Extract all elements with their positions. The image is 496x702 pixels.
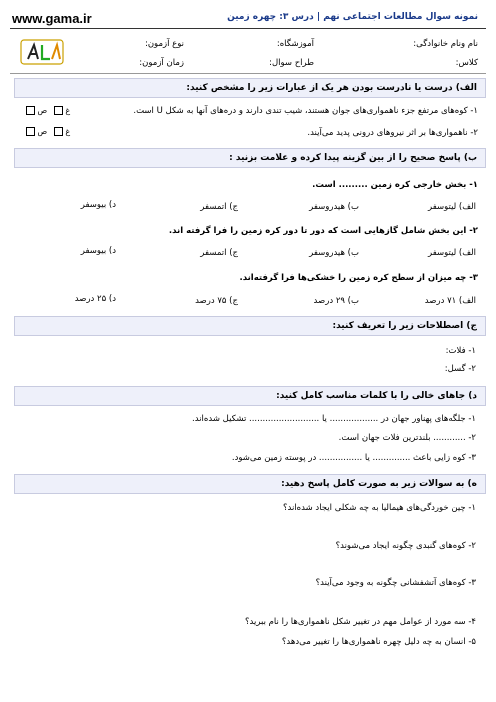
mcq-option[interactable]: د) بیوسفر (80, 200, 116, 210)
true-checkbox[interactable] (54, 106, 63, 115)
school-label: آموزشگاه: (276, 39, 314, 49)
designer-label: طراح سوال: (269, 58, 314, 68)
section-true-false (14, 78, 486, 98)
mcq-option[interactable]: د) ۲۵ درصد (74, 294, 116, 304)
mcq-question: ۲- این بخش شامل گازهایی است که دور تا دور کره زمین را فرا گرفته اند. (168, 226, 478, 236)
fill-blank-item: ۲- ............ بلندترین فلات جهان است. (338, 433, 476, 443)
mcq-option[interactable]: ب) هیدروسفر (309, 248, 359, 258)
mcq-option[interactable]: د) بیوسفر (80, 246, 116, 256)
class-label: کلاس: (455, 58, 478, 68)
page-title: نمونه سوال مطالعات اجتماعی نهم | درس ۳: چهره زمین (227, 12, 478, 22)
false-checkbox[interactable] (26, 106, 35, 115)
essay-question: ۲- کوه‌های گنبدی چگونه ایجاد می‌شوند؟ (335, 541, 476, 551)
definition-item: ۲- گسل: (444, 364, 476, 374)
exam-time-label: زمان آزمون: (139, 58, 184, 68)
tf-question: ۱- کوه‌های مرتفع جزء ناهمواری‌های جوان هستند، شیب تندی دارند و دره‌های آنها به شکل U است. (133, 106, 478, 116)
essay-question: ۴- سه مورد از عوامل مهم در تغییر شکل ناهمواری‌ها را نام ببرید؟ (245, 617, 476, 627)
mcq-option[interactable]: ج) اتمسفر (200, 202, 238, 212)
section-title: ب) پاسخ صحیح را از بین گزینه پیدا کرده و علامت بزنید : (229, 153, 477, 163)
header-divider (10, 28, 486, 29)
mcq-option[interactable]: الف) ۷۱ درصد (424, 296, 476, 306)
true-checkbox[interactable] (54, 127, 63, 136)
false-label: غ (65, 127, 71, 136)
false-checkbox[interactable] (26, 127, 35, 136)
section-multiple-choice (14, 148, 486, 168)
gama-logo (20, 39, 64, 65)
true-label: ص (37, 106, 48, 115)
name-label: نام ونام خانوادگی: (413, 39, 478, 49)
false-label: غ (65, 106, 71, 115)
essay-question: ۱- چین خوردگی‌های هیمالیا به چه شکلی ایجاد شده‌اند؟ (282, 503, 476, 513)
tf-question: ۲- ناهمواری‌ها بر اثر نیروهای درونی پدید می‌آیند. (307, 128, 478, 138)
exam-type-label: نوع آزمون: (144, 39, 184, 49)
tf-options (26, 127, 70, 136)
section-title: الف) درست یا نادرست بودن هر یک از عبارات زیر را مشخص کنید: (186, 83, 477, 93)
mcq-option[interactable]: ب) هیدروسفر (309, 202, 359, 212)
mcq-option[interactable]: ب) ۲۹ درصد (313, 296, 359, 306)
mcq-option[interactable]: الف) لیتوسفر (428, 202, 476, 212)
definition-item: ۱- فلات: (445, 346, 476, 356)
info-divider (10, 73, 486, 74)
mcq-option[interactable]: الف) لیتوسفر (428, 248, 476, 258)
essay-question: ۵- انسان به چه دلیل چهره ناهمواری‌ها را تغییر می‌دهد؟ (281, 637, 476, 647)
true-label: ص (37, 127, 48, 136)
mcq-option[interactable]: ج) ۷۵ درصد (195, 296, 238, 306)
section-title: ه) به سوالات زیر به صورت کامل پاسخ دهید: (281, 479, 477, 489)
site-url: www.gama.ir (12, 11, 92, 26)
section-fill-blanks (14, 386, 486, 406)
section-title: د) جاهای خالی را با کلمات مناسب کامل کنید: (276, 391, 477, 401)
mcq-question: ۳- چه میزان از سطح کره زمین را خشکی‌ها فرا گرفته‌اند. (239, 273, 478, 283)
fill-blank-item: ۳- کوه زایی باعث .............. یا ................ در پوسته زمین می‌شود. (231, 453, 476, 463)
mcq-option[interactable]: ج) اتمسفر (200, 248, 238, 258)
section-definitions (14, 316, 486, 336)
tf-options (26, 106, 70, 115)
section-essay (14, 474, 486, 494)
fill-blank-item: ۱- جلگه‌های پهناور جهان در .................. یا .......................... تشکیل شده‌اند. (192, 414, 476, 424)
mcq-question: ۱- بخش خارجی کره زمین ......... است. (312, 180, 478, 190)
section-title: ج) اصطلاحات زیر را تعریف کنید: (332, 321, 477, 331)
essay-question: ۳- کوه‌های آتشفشانی چگونه به وجود می‌آیند؟ (315, 578, 476, 588)
